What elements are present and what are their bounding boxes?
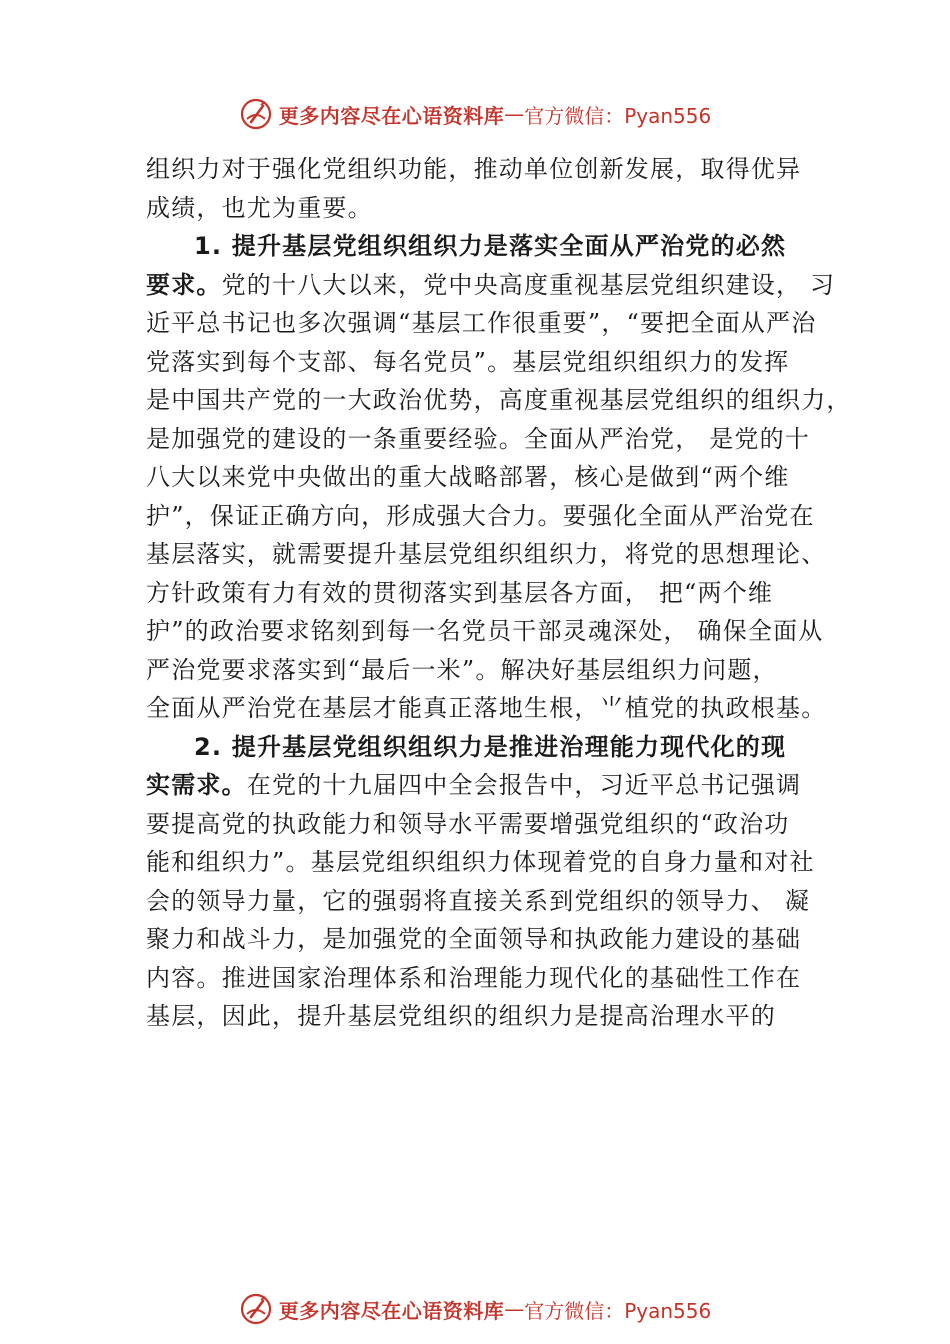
- text-line: 成绩，也尤为重要。: [146, 193, 373, 222]
- text-line: 基层落实，就需要提升基层党组织组织力，将党的思想理论、: [146, 540, 827, 568]
- section-heading-1-end: 要求。: [146, 270, 222, 299]
- section-heading-2-end: 实需求。: [146, 771, 247, 799]
- footer-wechat: 官方微信：Pyan556: [524, 1298, 712, 1323]
- section-heading-2: 2. 提升基层党组织组织力是推进治理能力现代化的现: [194, 732, 787, 761]
- text-span: 在党的十九届四中全会报告中，习近平总书记强调: [246, 771, 802, 799]
- text-line: 全面从严治党在基层才能真正落地生根，⺌植党的执政根基。: [146, 694, 827, 722]
- text-line: 方针政策有力有效的贯彻落实到基层各方面， 把“两个维: [146, 578, 774, 607]
- header-banner: [0, 92, 950, 136]
- text-line: 党落实到每个支部、每名党员”。基层党组织组织力的发挥: [146, 347, 790, 376]
- document-body: [146, 150, 852, 1036]
- header-title: 更多内容尽在心语资料库: [278, 103, 505, 128]
- header-dash: —: [504, 102, 525, 126]
- text-line: 会的领导力量，它的强弱将直接关系到党组织的领导力、 凝: [146, 886, 811, 915]
- header-wechat: 官方微信：Pyan556: [524, 103, 712, 128]
- section-heading-1: 1. 提升基层党组织组织力是落实全面从严治党的必然: [194, 232, 787, 260]
- text-line: [146, 766, 826, 805]
- text-line: 是加强党的建设的一条重要经验。全面从严治党， 是党的十: [146, 424, 811, 453]
- footer-banner: [0, 1287, 950, 1331]
- text-line: 聚力和战斗力，是加强党的全面领导和执政能力建设的基础: [146, 925, 802, 953]
- text-line: 基层，因此，提升基层党组织的组织力是提高治理水平的: [146, 1002, 776, 1030]
- text-line: 组织力对于强化党组织功能，推动单位创新发展，取得优异: [146, 155, 802, 183]
- text-line: 是中国共产党的一大政治优势，高度重视基层党组织的组织力，: [146, 386, 852, 414]
- text-line: 近平总书记也多次强调“基层工作很重要”，“要把全面从严治: [146, 309, 817, 337]
- pen-book-logo-icon: [239, 97, 273, 131]
- text-line: 护”的政治要求铭刻到每一名党员干部灵魂深处， 确保全面从: [146, 617, 824, 645]
- text-line: 要提高党的执政能力和领导水平需要增强党组织的“政治功: [146, 809, 790, 838]
- footer-dash: —: [504, 1297, 525, 1321]
- text-line: 八大以来党中央做出的重大战略部署，核心是做到“两个维: [146, 463, 790, 491]
- footer-title: 更多内容尽在心语资料库: [278, 1298, 505, 1323]
- text-line: 护”，保证正确方向，形成强大合力。要强化全面从严治党在: [146, 501, 815, 530]
- text-line: 能和组织力”。基层党组织组织力体现着党的自身力量和对社: [146, 848, 815, 876]
- text-line: [146, 266, 836, 305]
- text-line: 严治党要求落实到“最后一米”。解决好基层组织力问题，: [146, 655, 778, 684]
- text-span: 党的十八大以来，党中央高度重视基层党组织建设， 习: [221, 270, 836, 299]
- pen-book-logo-icon: [239, 1292, 273, 1326]
- text-line: 内容。推进国家治理体系和治理能力现代化的基础性工作在: [146, 963, 802, 992]
